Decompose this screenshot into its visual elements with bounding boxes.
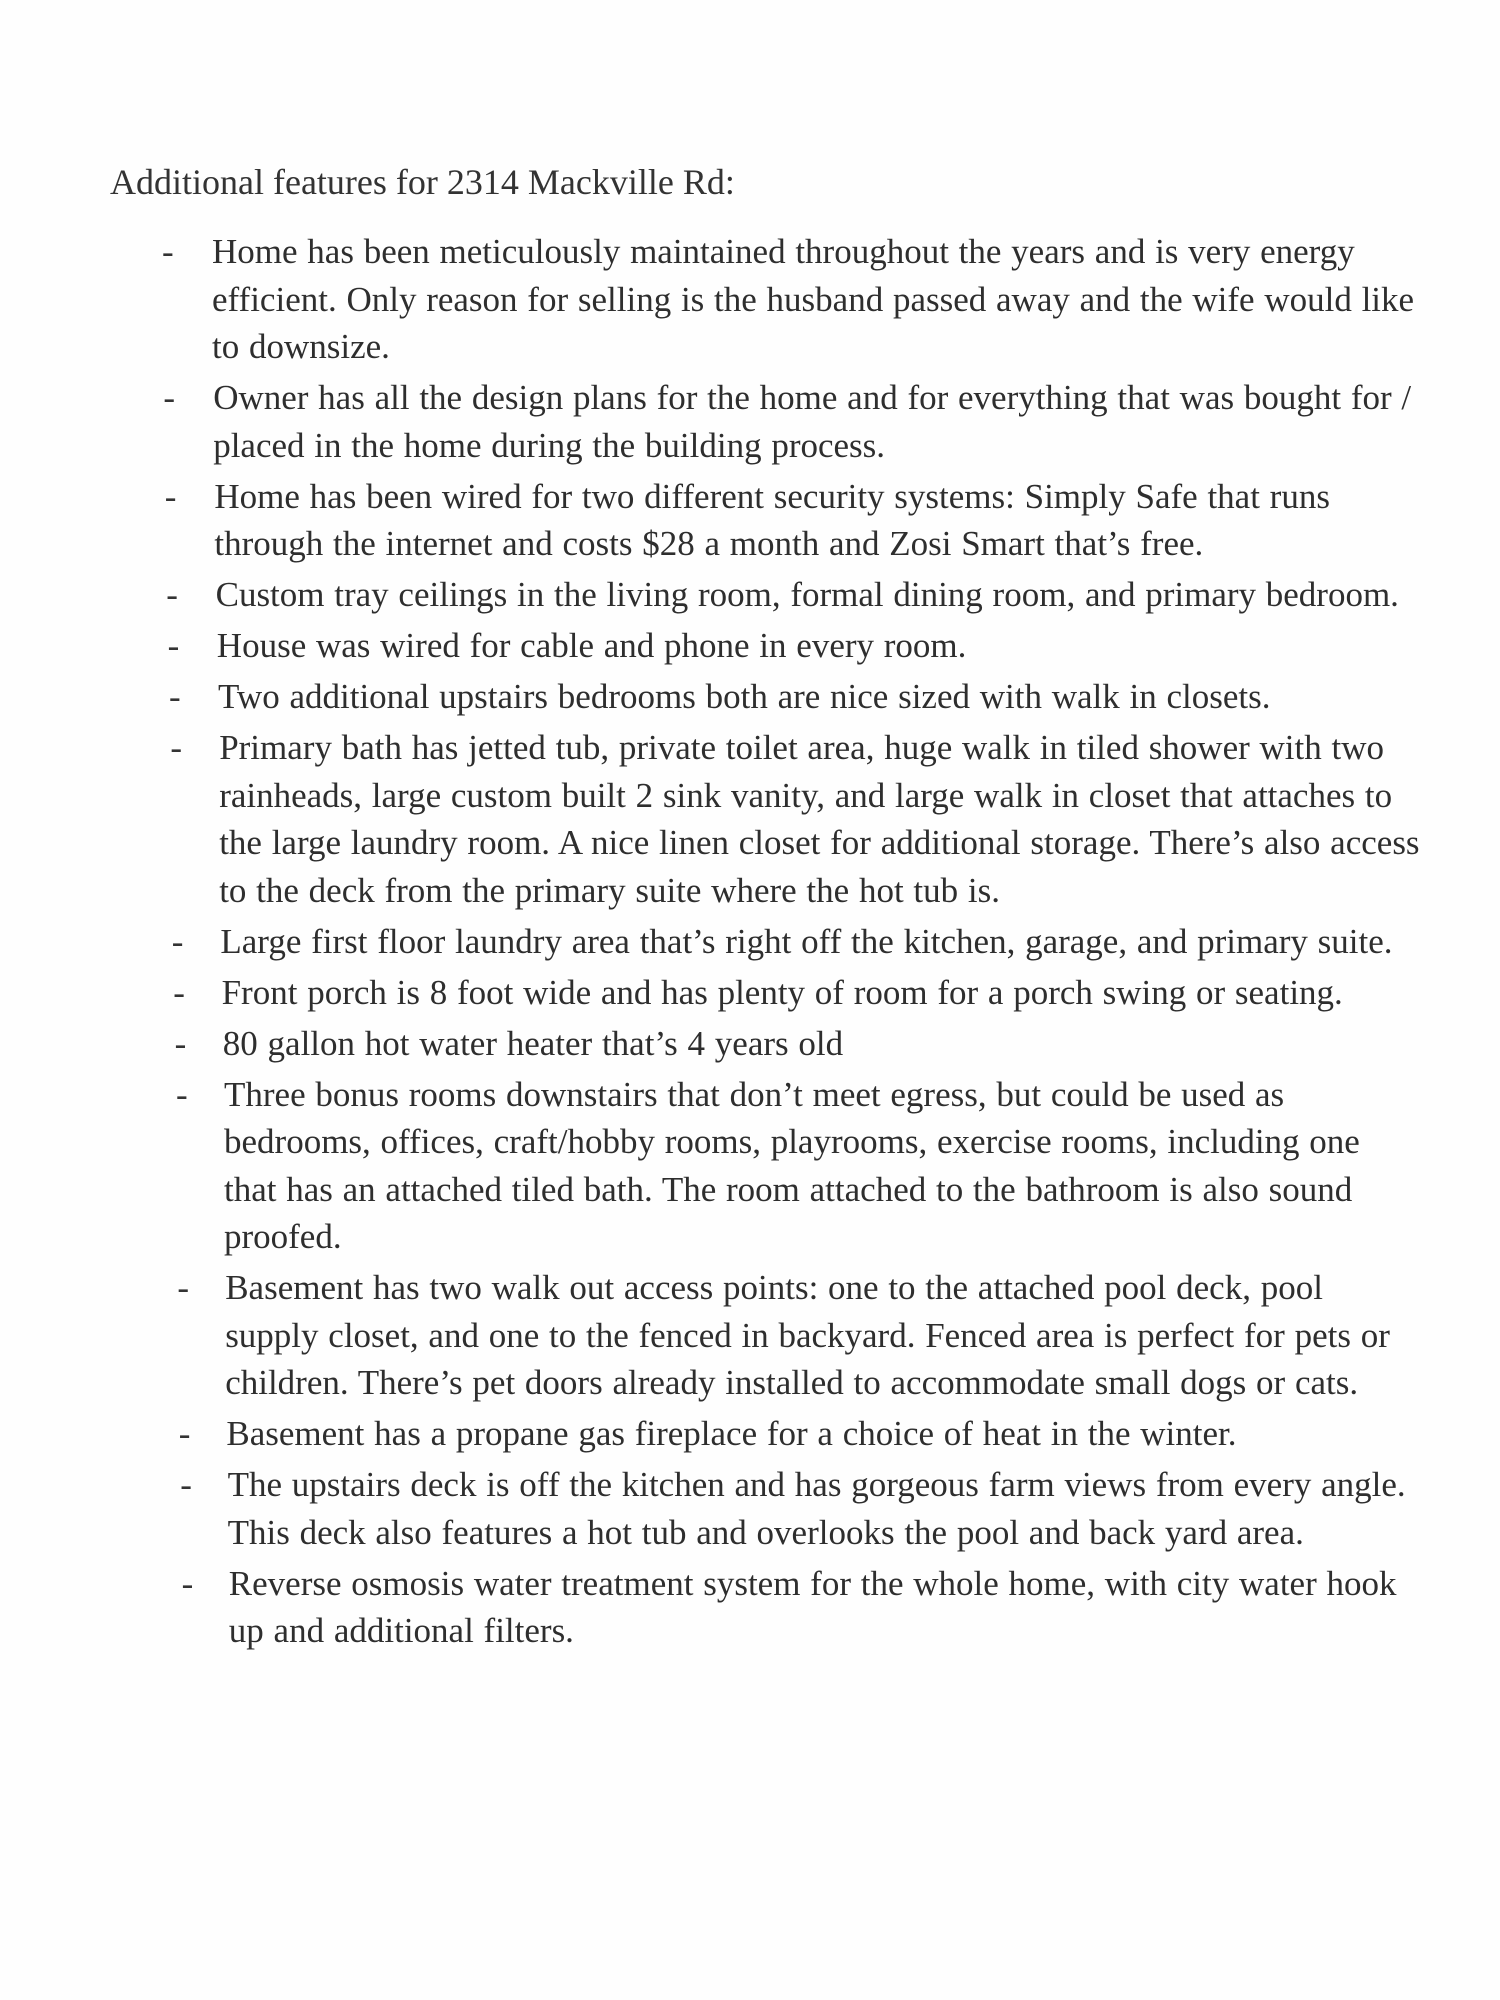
feature-text: 80 gallon hot water heater that’s 4 years old — [222, 1023, 844, 1063]
bullet-dash: - — [173, 972, 185, 1012]
feature-text: Custom tray ceilings in the living room, formal dining room, and primary bedroom. — [215, 575, 1399, 614]
bullet-dash: - — [171, 921, 184, 961]
feature-text: The upstairs deck is off the kitchen and has gorgeous farm views from every angle. This deck also features a hot tub and overlooks the pool and back yard area. — [227, 1465, 1406, 1552]
feature-item — [0, 374, 1500, 469]
feature-item — [0, 622, 1500, 670]
bullet-dash: - — [176, 1074, 188, 1114]
feature-list — [0, 228, 1500, 1658]
feature-item — [0, 918, 1500, 966]
feature-text: Primary bath has jetted tub, private toilet area, huge walk in tiled shower with two rainheads, large custom built 2 sink vanity, and large walk in closet that attaches to the large laundry room. A nice linen closet for additional storage. There’s also access to the deck from the primary suite where the hot tub is. — [219, 728, 1420, 910]
feature-text: Home has been wired for two different security systems: Simply Safe that runs through the internet and costs $28 a month and Zosi Smart that’s free. — [214, 476, 1330, 563]
bullet-dash: - — [181, 1563, 194, 1603]
bullet-dash: - — [164, 476, 177, 516]
bullet-dash: - — [180, 1465, 192, 1504]
bullet-dash: - — [163, 378, 176, 417]
feature-text: Basement has two walk out access points: one to the attached pool deck, pool supply closet, and one to the fenced in backyard. Fenced area is perfect for pets or children. There’s pet doors already installed to accommodate small dogs or cats. — [225, 1268, 1390, 1402]
bullet-dash: - — [170, 728, 183, 767]
feature-text: Basement has a propane gas fireplace for a choice of heat in the winter. — [226, 1414, 1237, 1453]
feature-item — [0, 1461, 1500, 1556]
feature-item — [0, 228, 1500, 371]
feature-text: Home has been meticulously maintained throughout the years and is very energy efficient. Only reason for selling is the husband passed away and the wife would like to downsize. — [212, 232, 1415, 366]
feature-text: Three bonus rooms downstairs that don’t meet egress, but could be used as bedrooms, offices, craft/hobby rooms, playrooms, exercise rooms, including one that has an attached tiled bath. The room attached to the bathroom is also sound proofed. — [224, 1074, 1360, 1256]
bullet-dash: - — [178, 1414, 191, 1453]
feature-text: Large first floor laundry area that’s right off the kitchen, garage, and primary suite. — [220, 921, 1393, 961]
feature-text: Two additional upstairs bedrooms both are nice sized with walk in closets. — [218, 677, 1271, 716]
feature-text: Reverse osmosis water treatment system for the whole home, with city water hook up and additional filters. — [228, 1563, 1397, 1650]
feature-text: Owner has all the design plans for the home and for everything that was bought for / placed in the home during the building process. — [213, 378, 1412, 465]
feature-item — [0, 724, 1500, 914]
feature-item — [0, 1071, 1500, 1261]
document-title: Additional features for 2314 Mackville Rd: — [110, 162, 735, 202]
bullet-dash: - — [174, 1023, 187, 1063]
bullet-dash: - — [167, 626, 180, 665]
bullet-dash: - — [169, 677, 181, 716]
feature-item — [0, 969, 1500, 1017]
feature-text: House was wired for cable and phone in every room. — [216, 626, 967, 665]
feature-item — [0, 1264, 1500, 1407]
feature-item — [0, 1020, 1500, 1068]
feature-item — [0, 1410, 1500, 1458]
feature-text: Front porch is 8 foot wide and has plenty of room for a porch swing or seating. — [221, 972, 1343, 1012]
feature-item — [0, 571, 1500, 619]
bullet-dash: - — [166, 575, 178, 614]
feature-item — [0, 673, 1500, 721]
feature-item — [0, 1560, 1500, 1655]
feature-item — [0, 473, 1500, 568]
bullet-dash: - — [177, 1268, 190, 1307]
bullet-dash: - — [162, 232, 174, 271]
